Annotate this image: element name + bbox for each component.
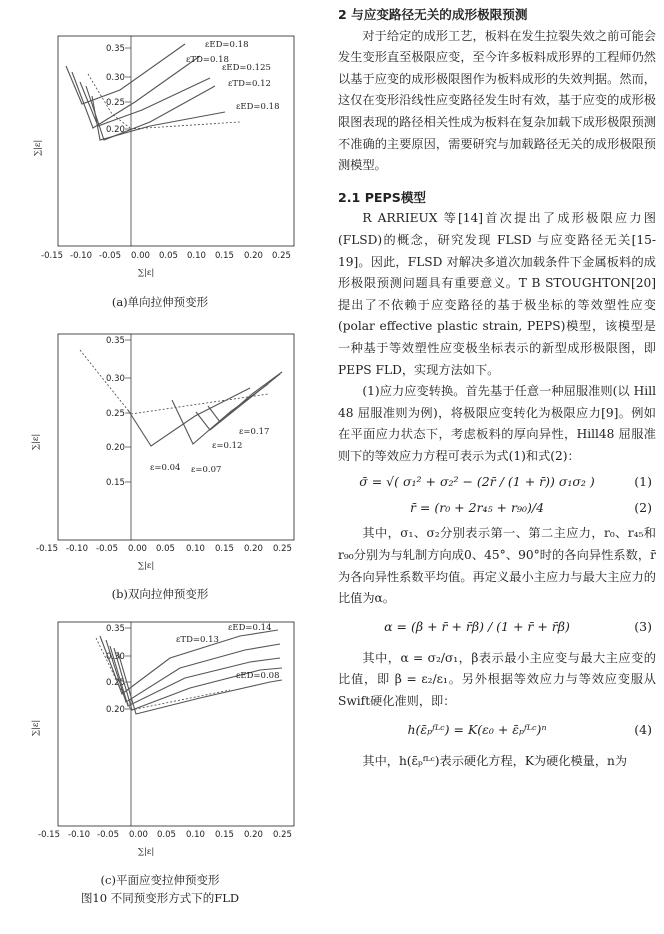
x-tick: 0.15 bbox=[215, 830, 234, 840]
figure-title: 图10 不同预变形方式下的FLD bbox=[80, 891, 240, 905]
annotation: ε=0.17 bbox=[239, 427, 270, 437]
x-tick: 0.10 bbox=[186, 544, 205, 554]
y-tick: 0.20 bbox=[106, 705, 125, 715]
x-tick: 0.25 bbox=[273, 544, 292, 554]
x-tick: -0.05 bbox=[97, 830, 119, 840]
x-tick: 0.05 bbox=[156, 544, 175, 554]
paragraph: 对于给定的成形工艺，板料在发生拉裂失效之前可能会发生变形直至极限应变，至今许多板料成形界的工程师仍然以基于应变的成形极限图作为板料成形的失效判据。然而，这仅在变形沿线性应变路径发生时有效，基于应变的成形极限图表现的路径相关性成为板料在复杂加载下成形极限预测不准确的主要原因，需要研究与加载路径无关的成形极限预测模型。 bbox=[338, 28, 656, 173]
x-tick: 0.15 bbox=[215, 544, 234, 554]
x-tick: -0.05 bbox=[96, 544, 118, 554]
equation-3 bbox=[338, 616, 656, 642]
paragraph: 其中，h(ε̄ₚᶠᴸᶜ)表示硬化方程，K为硬化模量，n为 bbox=[362, 753, 628, 768]
annotation: εED=0.125 bbox=[222, 63, 271, 73]
y-tick: 0.30 bbox=[106, 374, 125, 384]
figure-a bbox=[0, 30, 320, 290]
y-axis-label: ∑|ε| bbox=[33, 139, 43, 156]
fld-chart-b bbox=[0, 330, 320, 582]
annotation: εED=0.18 bbox=[236, 102, 280, 112]
x-tick: 0.05 bbox=[159, 251, 178, 261]
figure-b bbox=[0, 330, 320, 582]
y-tick: 0.25 bbox=[106, 678, 125, 688]
caption-c: (c)平面应变拉伸预变形 bbox=[100, 873, 220, 887]
x-axis-label: ∑|ε| bbox=[138, 847, 155, 857]
annotation: ε=0.12 bbox=[212, 441, 243, 451]
equation-number: (3) bbox=[634, 618, 652, 634]
right-column bbox=[338, 4, 656, 772]
x-ticks bbox=[41, 251, 291, 261]
section-heading: 2 与应变路径无关的成形极限预测 bbox=[338, 7, 528, 22]
y-axis-label: ∑|ε| bbox=[31, 719, 41, 736]
y-ticks bbox=[106, 336, 131, 488]
x-tick: 0.05 bbox=[157, 830, 176, 840]
x-tick: 0.25 bbox=[272, 251, 291, 261]
x-tick: 0.20 bbox=[244, 251, 263, 261]
equation-number: (4) bbox=[634, 721, 652, 737]
x-tick: -0.15 bbox=[41, 251, 63, 261]
equation-body: r̄ = (r₀ + 2r₄₅ + r₉₀)/4 bbox=[409, 500, 545, 516]
annotation: εTD=0.13 bbox=[176, 635, 219, 645]
annotation: εED=0.14 bbox=[228, 623, 272, 633]
subsection-heading: 2.1 PEPS模型 bbox=[338, 189, 427, 205]
plot-frame bbox=[58, 334, 294, 540]
y-axis-label: ∑|ε| bbox=[31, 433, 41, 450]
x-axis-label: ∑|ε| bbox=[138, 268, 155, 278]
equation-number: (2) bbox=[634, 500, 652, 516]
y-tick: 0.30 bbox=[106, 73, 125, 83]
equation-number: (1) bbox=[634, 474, 652, 490]
x-tick: 0.10 bbox=[186, 830, 205, 840]
x-axis-label: ∑|ε| bbox=[138, 561, 155, 571]
x-tick: 0.00 bbox=[128, 544, 147, 554]
equation-body: σ̄ = √( σ₁² + σ₂² − (2r̄ / (1 + r̄)) σ₁σ₂ ) bbox=[359, 474, 595, 490]
x-tick: 0.10 bbox=[187, 251, 206, 261]
annotation: εTD=0.12 bbox=[228, 79, 271, 89]
y-tick: 0.25 bbox=[106, 409, 125, 419]
x-ticks bbox=[38, 830, 292, 840]
x-tick: 0.25 bbox=[273, 830, 292, 840]
annotation: ε=0.04 bbox=[150, 463, 181, 473]
x-tick: 0.20 bbox=[244, 544, 263, 554]
x-tick: -0.05 bbox=[99, 251, 121, 261]
paragraph: 其中，α = σ₂/σ₁，β表示最小主应变与最大主应变的比值，即 β = ε₂/ε₁。另外根据等效应力与等效应变服从Swift硬化准则，即： bbox=[338, 650, 656, 709]
x-tick: -0.10 bbox=[70, 251, 92, 261]
annotation: εED=0.08 bbox=[236, 671, 280, 681]
x-tick: 0.00 bbox=[131, 251, 150, 261]
annotation: εED=0.18 bbox=[205, 40, 249, 50]
figure-c bbox=[0, 618, 320, 868]
x-tick: -0.15 bbox=[36, 544, 58, 554]
x-tick: -0.10 bbox=[66, 544, 88, 554]
y-tick: 0.35 bbox=[106, 336, 125, 346]
x-tick: -0.15 bbox=[38, 830, 60, 840]
caption-a: (a)单向拉伸预变形 bbox=[111, 295, 209, 309]
paragraph: (1)应力应变转换。首先基于任意一种屈服准则(以 Hill 48 屈服准则为例)，将极限应变转化为极限应力[9]。例如在平面应力状态下，考虑板料的厚向异性，Hill48 屈服准则下的等效应力方程可表示为式(1)和式(2)： bbox=[338, 384, 656, 463]
y-tick: 0.35 bbox=[106, 44, 125, 54]
equation-2 bbox=[338, 497, 656, 523]
x-tick: -0.10 bbox=[68, 830, 90, 840]
equation-body: h(ε̄ₚᶠᴸᶜ) = K(ε₀ + ε̄ₚᶠᴸᶜ)ⁿ bbox=[407, 721, 547, 737]
x-tick: 0.20 bbox=[244, 830, 263, 840]
y-tick: 0.25 bbox=[106, 98, 125, 108]
original-flc-right bbox=[131, 394, 268, 414]
fld-chart-a bbox=[0, 30, 320, 290]
equation-4 bbox=[338, 719, 656, 745]
y-tick: 0.35 bbox=[106, 624, 125, 634]
original-flc bbox=[96, 638, 230, 710]
paragraph: 其中，σ₁、σ₂分别表示第一、第二主应力，r₀、r₄₅和 r₉₀分别为与轧制方向成0、45°、90°时的各向异性系数，r̄为各向异性系数平均值。再定义最小主应力与最大主应力的比值为α。 bbox=[338, 526, 656, 606]
y-tick: 0.20 bbox=[106, 443, 125, 453]
annotation: ε=0.07 bbox=[191, 465, 222, 475]
equation-1 bbox=[338, 471, 656, 497]
plot-frame bbox=[58, 622, 294, 826]
caption-b: (b)双向拉伸预变形 bbox=[111, 587, 209, 601]
y-tick: 0.20 bbox=[106, 125, 125, 135]
x-tick: 0.00 bbox=[129, 830, 148, 840]
x-tick: 0.15 bbox=[215, 251, 234, 261]
equation-body: α = (β + r̄ + r̄β) / (1 + r̄ + r̄β) bbox=[384, 618, 570, 634]
y-tick: 0.15 bbox=[106, 478, 125, 488]
paragraph: R ARRIEUX 等[14]首次提出了成形极限应力图(FLSD)的概念，研究发现 FLSD 与应变路径无关[15-19]。因此，FLSD 对解决多道次加载条件下金属板料的成形极限预测问题具有重要意义。T B STOUGHTON[20]提出了不依赖于应变路径的基于极坐标的等效塑性应变(polar effective plastic strain, PEPS)模型，该模型是一种基于等效塑性应变极坐标表示的新型成形极限图，即 PEPS FLD，实现方法如下。 bbox=[338, 211, 656, 377]
x-ticks bbox=[36, 544, 292, 554]
y-tick: 0.30 bbox=[106, 652, 125, 662]
fld-chart-c bbox=[0, 618, 320, 868]
annotation: εTD=0.18 bbox=[186, 55, 229, 65]
